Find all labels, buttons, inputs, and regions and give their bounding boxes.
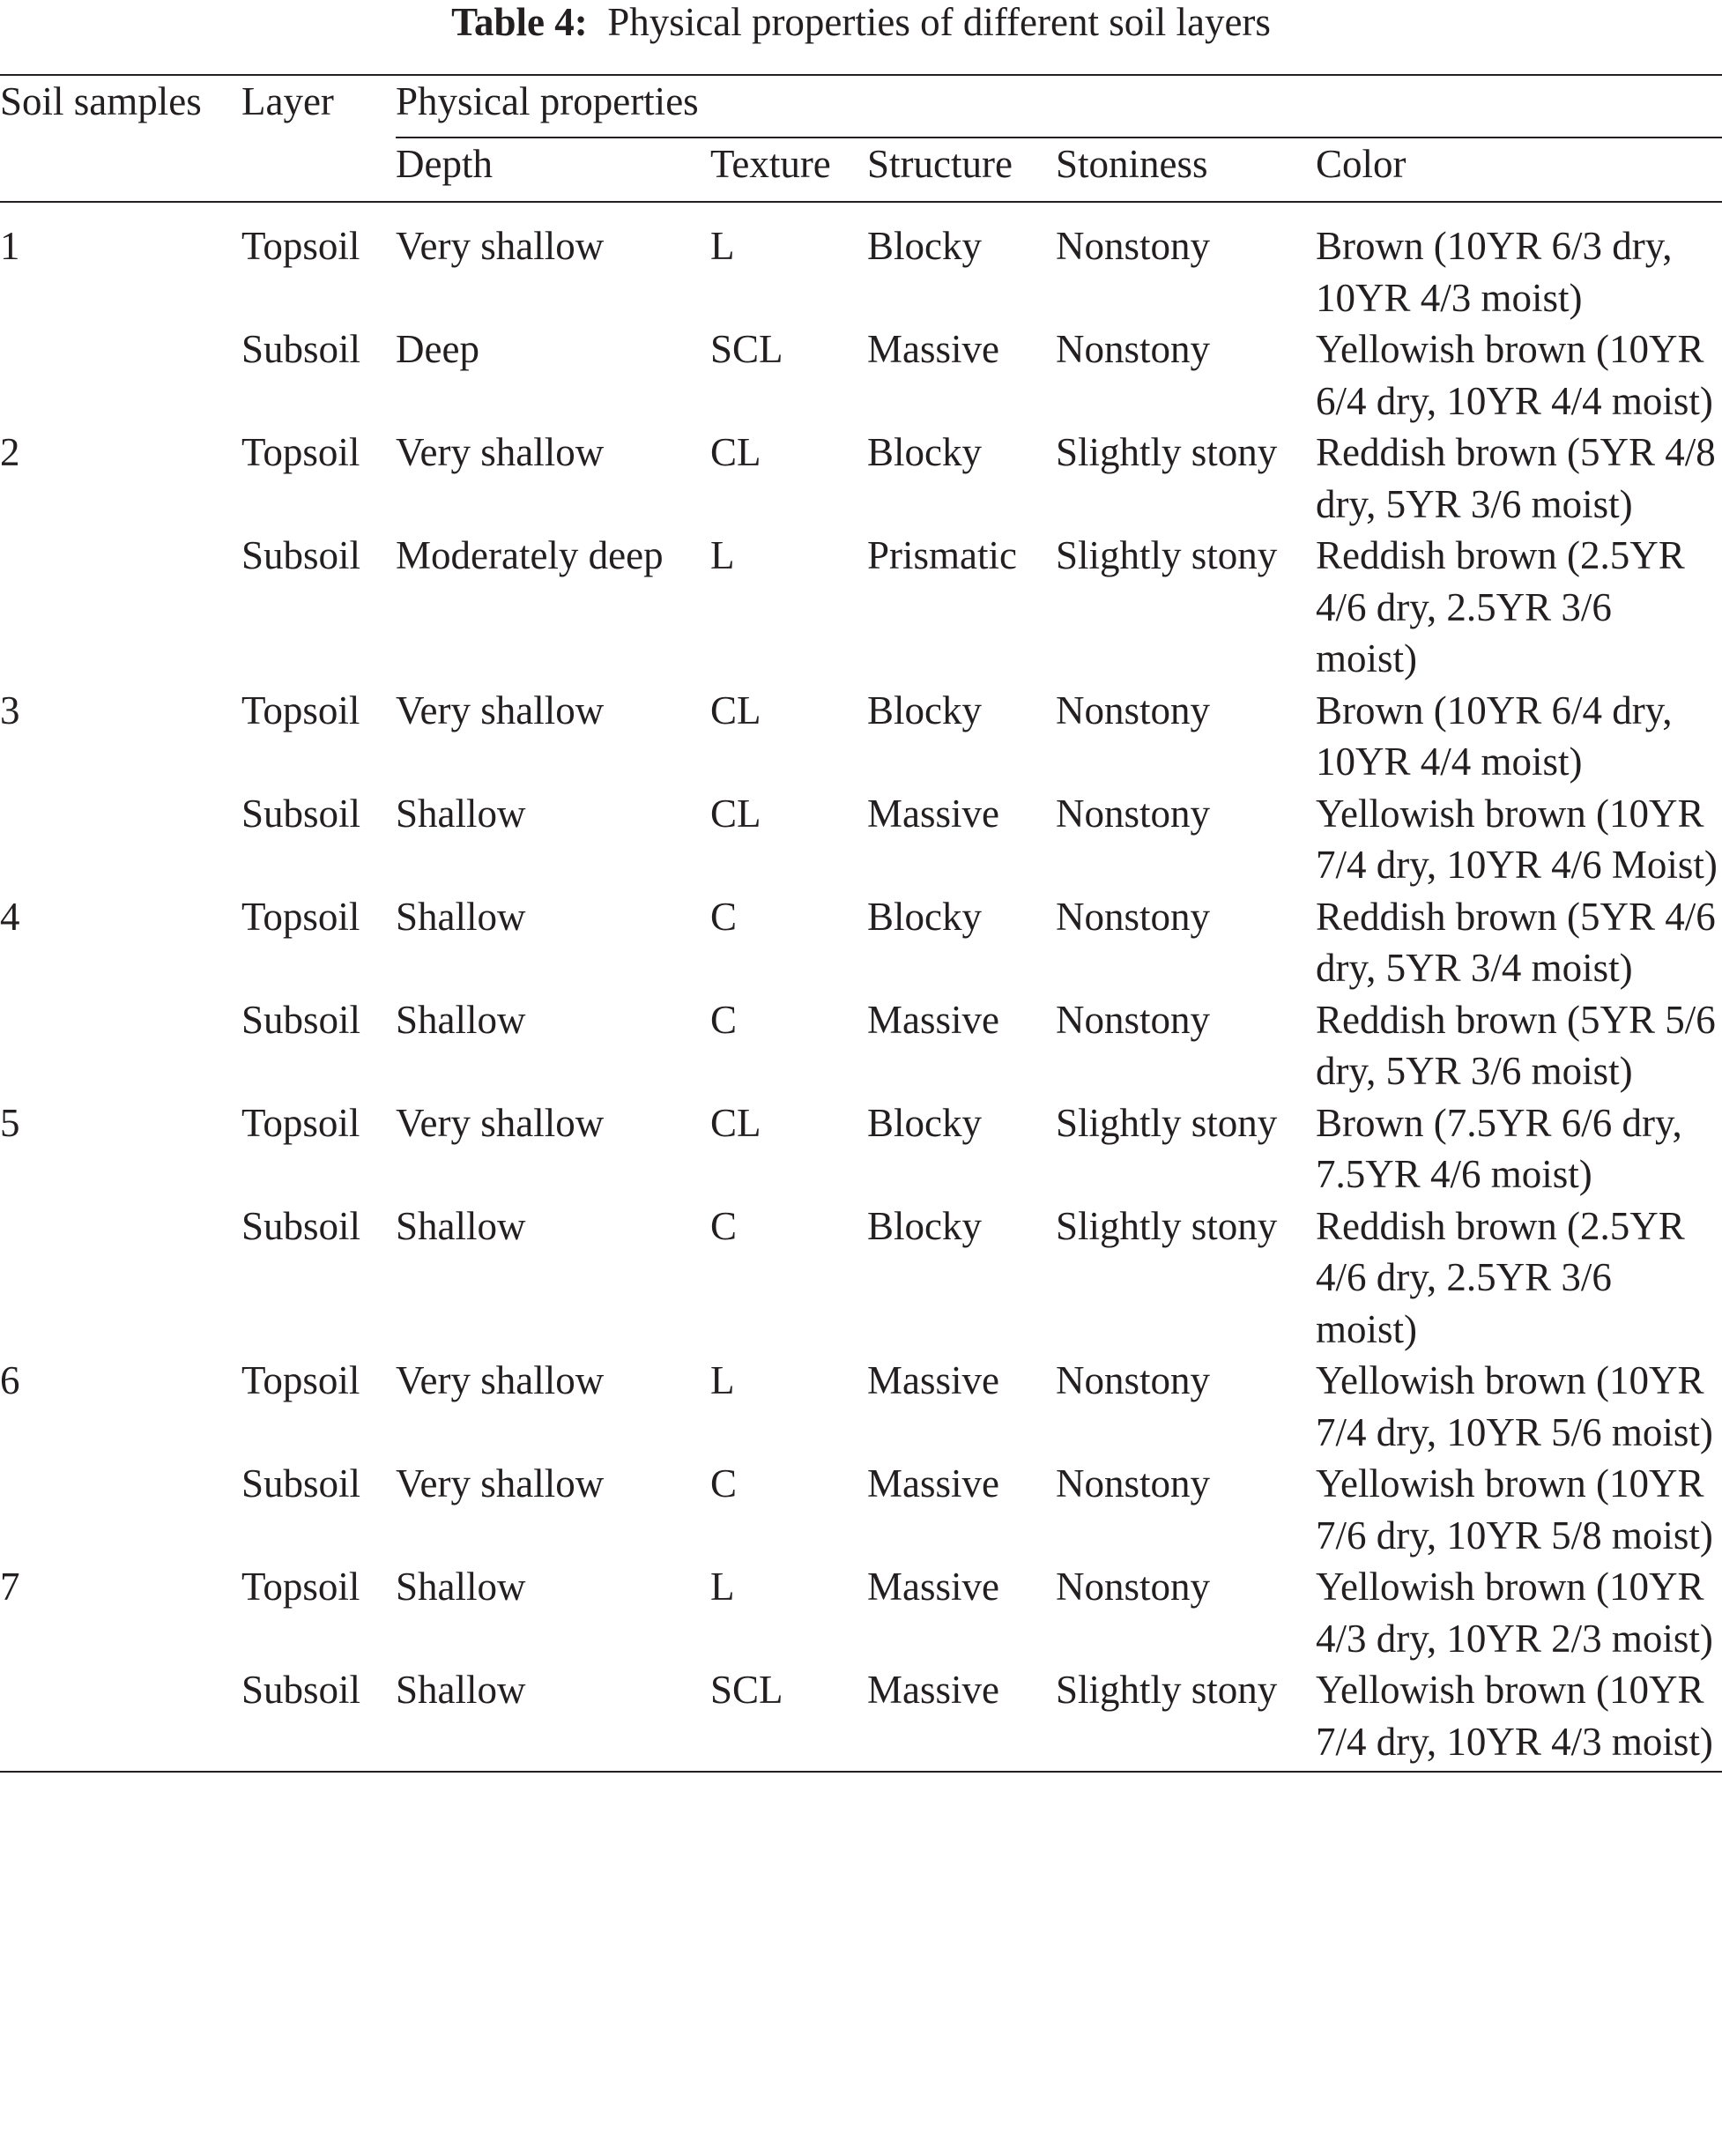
cell-texture: C bbox=[710, 1203, 738, 1248]
cell-structure: Massive bbox=[867, 997, 999, 1042]
cell-color: Reddish brown (5YR 5/6 dry, 5YR 3/6 moist) bbox=[1316, 997, 1716, 1093]
cell-structure: Blocky bbox=[867, 1203, 982, 1248]
cell-texture: CL bbox=[710, 430, 761, 474]
cell-texture: L bbox=[710, 533, 735, 577]
table-row bbox=[0, 1561, 1722, 1664]
cell-stoniness: Nonstony bbox=[1056, 1461, 1211, 1505]
table-caption bbox=[0, 0, 1722, 44]
cell-texture: C bbox=[710, 997, 738, 1042]
cell-depth: Shallow bbox=[396, 997, 526, 1042]
cell-depth: Shallow bbox=[396, 894, 526, 939]
cell-structure: Blocky bbox=[867, 688, 982, 732]
soil-properties-table bbox=[0, 74, 1722, 1773]
header-color: Color bbox=[1316, 138, 1722, 202]
cell-texture: C bbox=[710, 1461, 738, 1505]
cell-sample bbox=[0, 994, 241, 1097]
cell-stoniness: Slightly stony bbox=[1056, 1100, 1278, 1145]
table-caption-text: Physical properties of different soil layers bbox=[607, 0, 1271, 44]
cell-stoniness: Slightly stony bbox=[1056, 1203, 1278, 1248]
table-row bbox=[0, 1458, 1722, 1561]
cell-color: Yellowish brown (10YR 4/3 dry, 10YR 2/3 moist) bbox=[1316, 1565, 1713, 1661]
cell-layer: Topsoil bbox=[241, 1100, 360, 1145]
header-texture: Texture bbox=[710, 138, 867, 202]
cell-layer: Subsoil bbox=[241, 1461, 361, 1505]
header-stoniness: Stoniness bbox=[1056, 138, 1316, 202]
table-row bbox=[0, 1097, 1722, 1201]
table-row bbox=[0, 685, 1722, 788]
table-row bbox=[0, 1664, 1722, 1772]
cell-stoniness: Nonstony bbox=[1056, 791, 1211, 836]
cell-layer: Topsoil bbox=[241, 688, 360, 732]
cell-depth: Shallow bbox=[396, 1664, 710, 1772]
cell-depth: Shallow bbox=[396, 791, 526, 836]
cell-color: Yellowish brown (10YR 7/4 dry, 10YR 5/6 moist) bbox=[1316, 1358, 1713, 1454]
cell-texture: CL bbox=[710, 1100, 761, 1145]
cell-structure: Massive bbox=[867, 1461, 999, 1505]
cell-texture: SCL bbox=[710, 1664, 867, 1772]
header-row-group bbox=[0, 75, 1722, 138]
table-row bbox=[0, 788, 1722, 891]
cell-layer: Topsoil bbox=[241, 894, 360, 939]
table-row bbox=[0, 202, 1722, 323]
header-physical-properties: Physical properties bbox=[396, 75, 1722, 138]
cell-sample: 6 bbox=[0, 1358, 20, 1402]
cell-sample: 4 bbox=[0, 894, 20, 939]
cell-layer: Subsoil bbox=[241, 533, 361, 577]
cell-structure: Massive bbox=[867, 327, 999, 371]
cell-sample bbox=[0, 788, 241, 891]
cell-stoniness: Slightly stony bbox=[1056, 533, 1278, 577]
cell-layer: Topsoil bbox=[241, 430, 360, 474]
cell-structure: Blocky bbox=[867, 224, 982, 268]
table-caption-label: Table 4: bbox=[451, 0, 588, 44]
cell-structure: Massive bbox=[867, 1565, 999, 1609]
header-structure: Structure bbox=[867, 138, 1056, 202]
cell-structure: Massive bbox=[867, 1358, 999, 1402]
header-layer: Layer bbox=[241, 75, 396, 202]
cell-sample bbox=[0, 1201, 241, 1356]
cell-structure: Blocky bbox=[867, 430, 982, 474]
table-row bbox=[0, 1201, 1722, 1356]
cell-sample: 2 bbox=[0, 430, 20, 474]
cell-layer: Subsoil bbox=[241, 791, 361, 836]
cell-color: Brown (10YR 6/4 dry, 10YR 4/4 moist) bbox=[1316, 688, 1673, 784]
cell-color: Yellowish brown (10YR 7/6 dry, 10YR 5/8 moist) bbox=[1316, 1461, 1713, 1558]
table-row bbox=[0, 994, 1722, 1097]
cell-layer: Subsoil bbox=[241, 327, 361, 371]
cell-sample: 1 bbox=[0, 224, 20, 268]
table-row bbox=[0, 1355, 1722, 1458]
header-soil-samples: Soil samples bbox=[0, 75, 241, 202]
cell-texture: C bbox=[710, 894, 738, 939]
header-depth: Depth bbox=[396, 138, 710, 202]
cell-stoniness: Slightly stony bbox=[1056, 430, 1278, 474]
table-row bbox=[0, 530, 1722, 685]
cell-color: Reddish brown (2.5YR 4/6 dry, 2.5YR 3/6 moist) bbox=[1316, 533, 1685, 680]
cell-structure: Blocky bbox=[867, 894, 982, 939]
cell-depth: Very shallow bbox=[396, 224, 605, 268]
cell-stoniness: Nonstony bbox=[1056, 894, 1211, 939]
cell-stoniness: Nonstony bbox=[1056, 997, 1211, 1042]
cell-stoniness: Slightly stony bbox=[1056, 1664, 1316, 1772]
cell-layer: Topsoil bbox=[241, 224, 360, 268]
cell-depth: Very shallow bbox=[396, 1461, 605, 1505]
cell-texture: CL bbox=[710, 791, 761, 836]
cell-depth: Very shallow bbox=[396, 1358, 605, 1402]
cell-stoniness: Nonstony bbox=[1056, 224, 1211, 268]
table-row bbox=[0, 427, 1722, 530]
cell-color: Reddish brown (5YR 4/8 dry, 5YR 3/6 moist) bbox=[1316, 430, 1716, 526]
cell-sample: 3 bbox=[0, 688, 20, 732]
cell-structure: Blocky bbox=[867, 1100, 982, 1145]
cell-depth: Shallow bbox=[396, 1565, 526, 1609]
cell-sample bbox=[0, 1664, 241, 1772]
cell-sample: 7 bbox=[0, 1565, 20, 1609]
table-row bbox=[0, 323, 1722, 427]
cell-texture: SCL bbox=[710, 327, 783, 371]
cell-depth: Shallow bbox=[396, 1203, 526, 1248]
table-header bbox=[0, 75, 1722, 202]
cell-depth: Moderately deep bbox=[396, 533, 664, 577]
cell-color: Brown (7.5YR 6/6 dry, 7.5YR 4/6 moist) bbox=[1316, 1100, 1682, 1196]
cell-texture: L bbox=[710, 1358, 735, 1402]
cell-depth: Very shallow bbox=[396, 1100, 605, 1145]
cell-layer: Topsoil bbox=[241, 1565, 360, 1609]
cell-color: Yellowish brown (10YR 7/4 dry, 10YR 4/3 moist) bbox=[1316, 1664, 1722, 1772]
cell-color: Brown (10YR 6/3 dry, 10YR 4/3 moist) bbox=[1316, 224, 1673, 320]
cell-stoniness: Nonstony bbox=[1056, 1565, 1211, 1609]
cell-structure: Massive bbox=[867, 791, 999, 836]
cell-color: Reddish brown (2.5YR 4/6 dry, 2.5YR 3/6 moist) bbox=[1316, 1203, 1685, 1351]
cell-sample: 5 bbox=[0, 1100, 20, 1145]
cell-depth: Very shallow bbox=[396, 430, 605, 474]
cell-sample bbox=[0, 323, 241, 427]
cell-texture: L bbox=[710, 1565, 735, 1609]
cell-sample bbox=[0, 530, 241, 685]
cell-layer: Subsoil bbox=[241, 1664, 396, 1772]
cell-stoniness: Nonstony bbox=[1056, 1358, 1211, 1402]
cell-texture: CL bbox=[710, 688, 761, 732]
cell-color: Yellowish brown (10YR 6/4 dry, 10YR 4/4 moist) bbox=[1316, 327, 1713, 423]
cell-color: Reddish brown (5YR 4/6 dry, 5YR 3/4 moist) bbox=[1316, 894, 1716, 990]
cell-layer: Topsoil bbox=[241, 1358, 360, 1402]
cell-stoniness: Nonstony bbox=[1056, 688, 1211, 732]
cell-layer: Subsoil bbox=[241, 997, 361, 1042]
cell-sample bbox=[0, 1458, 241, 1561]
cell-color: Yellowish brown (10YR 7/4 dry, 10YR 4/6 Moist) bbox=[1316, 791, 1718, 887]
cell-depth: Very shallow bbox=[396, 688, 605, 732]
cell-texture: L bbox=[710, 224, 735, 268]
cell-stoniness: Nonstony bbox=[1056, 327, 1211, 371]
table-row bbox=[0, 891, 1722, 994]
cell-depth: Deep bbox=[396, 327, 479, 371]
cell-structure: Prismatic bbox=[867, 533, 1017, 577]
cell-structure: Massive bbox=[867, 1664, 1056, 1772]
table-body bbox=[0, 202, 1722, 1772]
cell-layer: Subsoil bbox=[241, 1203, 361, 1248]
